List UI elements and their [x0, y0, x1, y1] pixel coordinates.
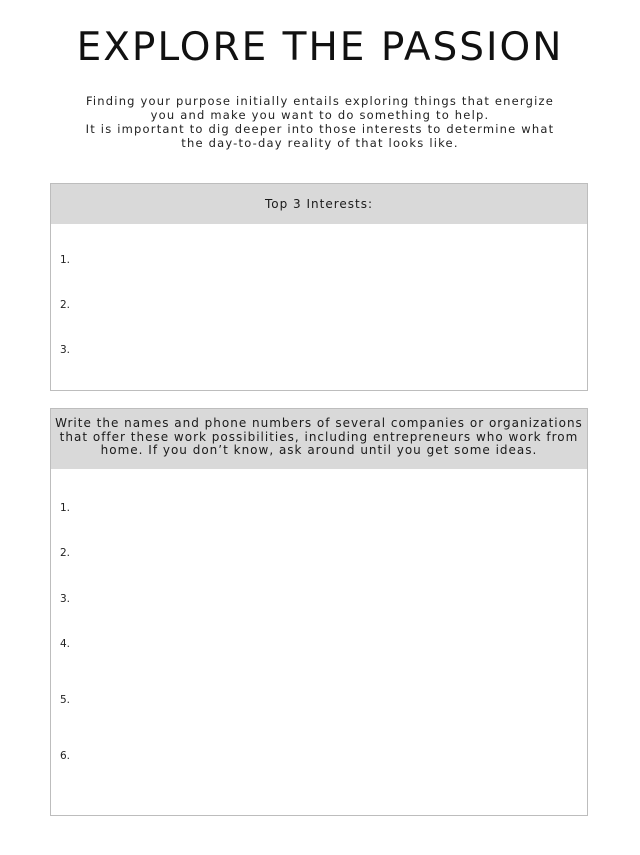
intro-line: you and make you want to do something to help. — [150, 108, 490, 122]
interest-item-2[interactable]: 2. — [60, 299, 71, 311]
interests-card — [50, 183, 588, 391]
company-item-2[interactable]: 2. — [60, 547, 71, 559]
companies-header-line: home. If you don’t know, ask around until you get some ideas. — [100, 443, 538, 457]
intro-text — [60, 94, 580, 150]
interest-item-1[interactable]: 1. — [60, 254, 71, 266]
companies-header-line: that offer these work possibilities, including entrepreneurs who work from — [59, 429, 579, 444]
companies-card — [50, 408, 588, 816]
company-item-6[interactable]: 6. — [60, 750, 71, 762]
companies-header-line: Write the names and phone numbers of several companies or organizations — [55, 416, 583, 430]
page-title: EXPLORE THE PASSION — [76, 25, 564, 70]
intro-line: Finding your purpose initially entails exploring things that energize — [85, 94, 555, 108]
interests-header: Top 3 Interests: — [51, 184, 587, 224]
interest-item-3[interactable]: 3. — [60, 344, 71, 356]
company-item-3[interactable]: 3. — [60, 593, 71, 605]
intro-line: It is important to dig deeper into those interests to determine what — [85, 122, 555, 136]
company-item-1[interactable]: 1. — [60, 502, 71, 514]
company-item-4[interactable]: 4. — [60, 638, 71, 650]
intro-line: the day-to-day reality of that looks like. — [181, 136, 459, 150]
companies-header — [51, 409, 587, 469]
company-item-5[interactable]: 5. — [60, 694, 71, 706]
